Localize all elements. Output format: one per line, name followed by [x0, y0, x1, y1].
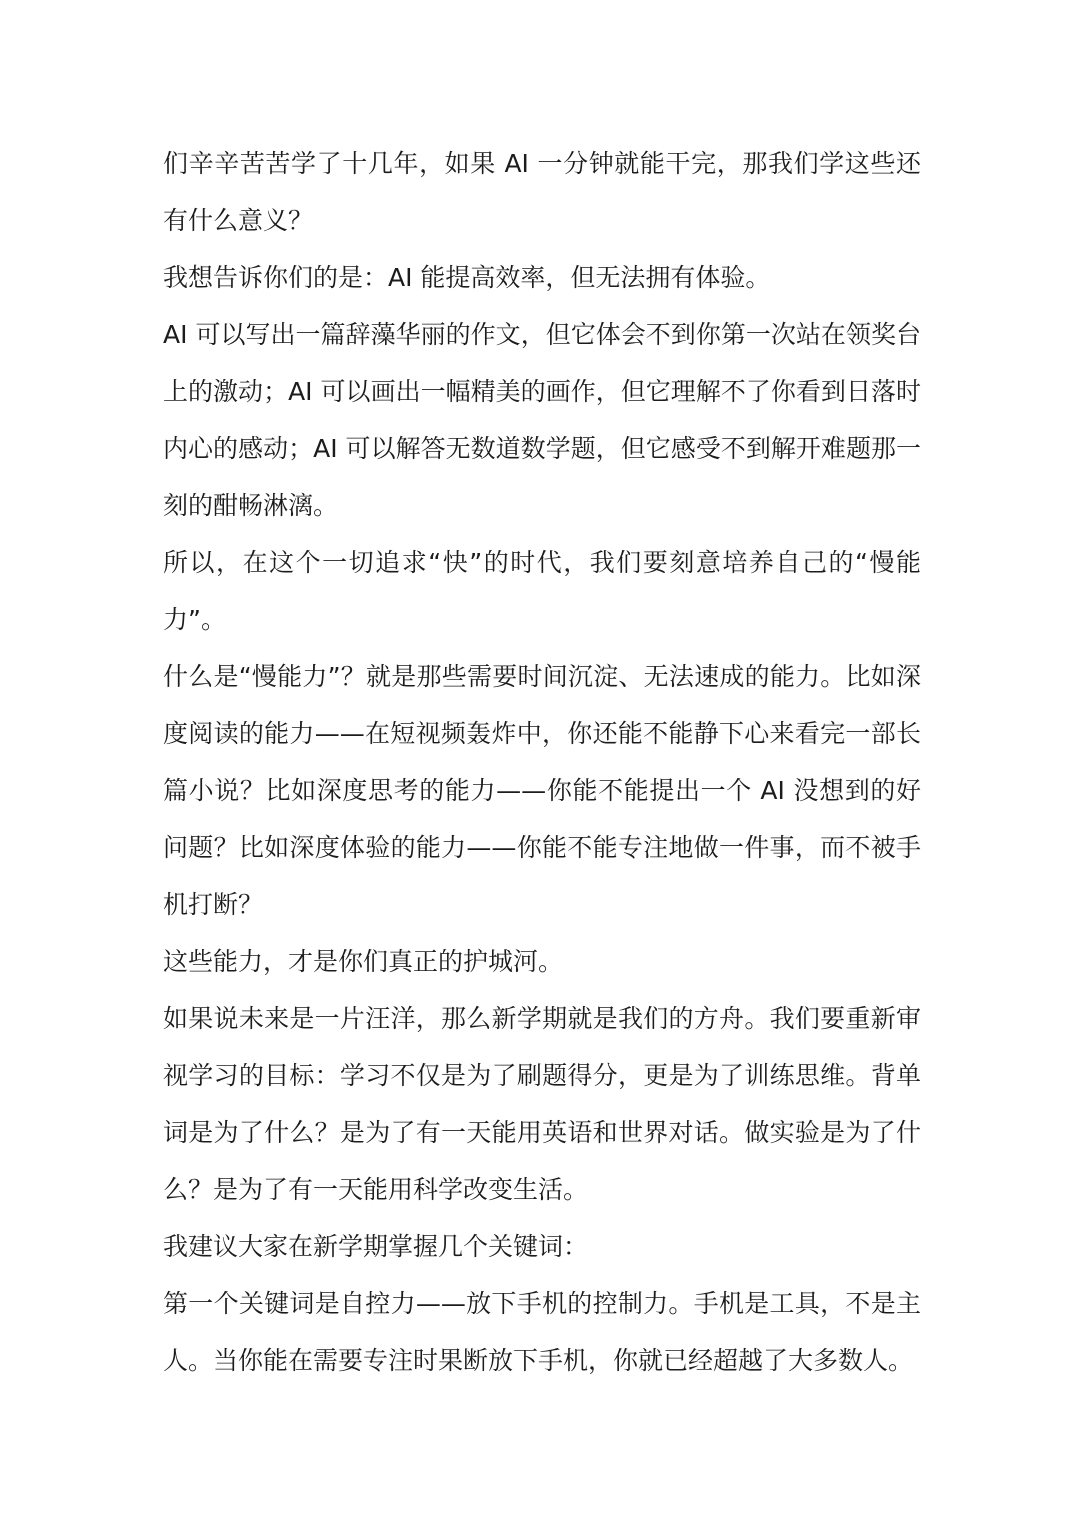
paragraph-6: 这些能力，才是你们真正的护城河。: [163, 947, 564, 976]
paragraph-7: 如果说未来是一片汪洋，那么新学期就是我们的方舟。我们要重新审视学习的目标：学习不仅是为了刷题得分，更是为了训练思维。背单词是为了什么？是为了有一天能用英语和世界对话。做实验是为了什么？是为了有一天能用科学改变生活。: [163, 1004, 921, 1204]
paragraph-2: 我想告诉你们的是：AI 能提高效率，但无法拥有体验。: [163, 263, 771, 292]
paragraph-3: AI 可以写出一篇辞藻华丽的作文，但它体会不到你第一次站在领奖台上的激动；AI 可以画出一幅精美的画作，但它理解不了你看到日落时内心的感动；AI 可以解答无数道数学题，但它感受不到解开难题那一刻的酣畅淋漓。: [163, 320, 921, 520]
paragraph-9: 第一个关键词是自控力——放下手机的控制力。手机是工具，不是主人。当你能在需要专注时果断放下手机，你就已经超越了大多数人。: [163, 1289, 921, 1375]
document-body: [163, 135, 921, 1389]
paragraph-8: 我建议大家在新学期掌握几个关键词：: [163, 1232, 589, 1261]
paragraph-5: 什么是“慢能力”？就是那些需要时间沉淀、无法速成的能力。比如深度阅读的能力——在短视频轰炸中，你还能不能静下心来看完一部长篇小说？比如深度思考的能力——你能不能提出一个 AI 没想到的好问题？比如深度体验的能力——你能不能专注地做一件事，而不被手机打断？: [163, 662, 921, 919]
paragraph-4: 所以，在这个一切追求“快”的时代，我们要刻意培养自己的“慢能力”。: [163, 548, 921, 634]
paragraph-1: 们辛辛苦苦学了十几年，如果 AI 一分钟就能干完，那我们学这些还有什么意义？: [163, 149, 921, 235]
